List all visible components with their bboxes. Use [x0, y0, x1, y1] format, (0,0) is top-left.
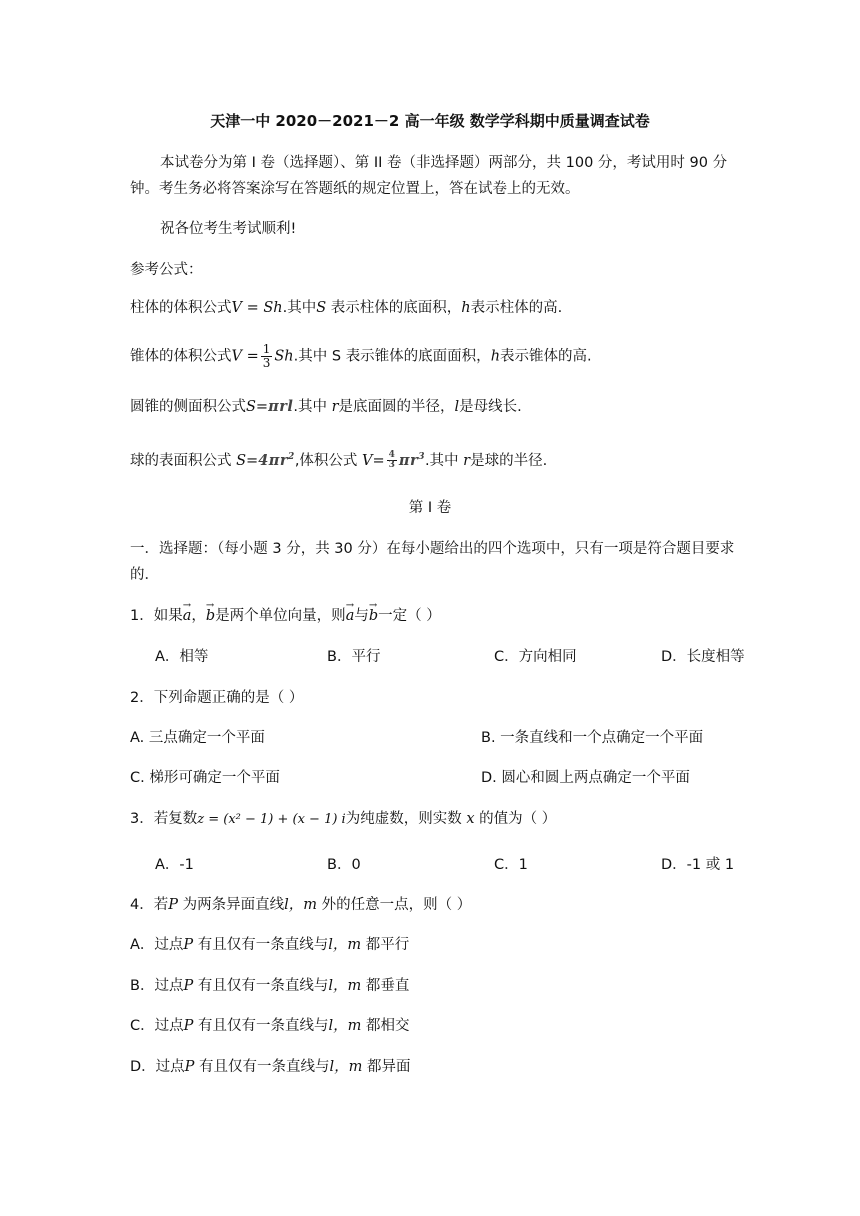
section-heading: 第 I 卷 [408, 500, 452, 516]
formula-variable: h [490, 348, 501, 365]
q1-option-a: A．相等 [155, 649, 209, 665]
question-text: 是两个单位向量，则 [215, 608, 346, 624]
q1-option-b: B．平行 [327, 649, 381, 665]
complex-number-formula: z = (x² − 1) + (x − 1) i [197, 812, 346, 827]
formula-text: 表示柱体的底面积， [330, 300, 462, 316]
exam-title: 天津一中 2020－2021－2 高一年级 数学学科期中质量调查试卷 [210, 112, 650, 130]
part1-instructions-line-2: 的． [130, 567, 159, 583]
option-text: 都异面 [367, 1059, 411, 1075]
formula-text: 是母线长. [459, 399, 522, 415]
q3-option-b: B．0 [327, 857, 361, 873]
wish-text: 祝各位考生考试顺利! [160, 221, 297, 237]
formula-text: 柱体的体积公式 [130, 300, 232, 316]
option-text: 有且仅有一条直线与 [198, 1018, 329, 1034]
point-p: P [183, 937, 194, 953]
option-text: 有且仅有一条直线与 [197, 937, 329, 953]
formula-variable: S [316, 300, 327, 316]
formula-variable: S= [246, 399, 269, 415]
formula-text: .其中 [282, 300, 317, 316]
q4-option-d [130, 1056, 411, 1078]
formula-variable: Sh [274, 348, 294, 365]
formula-text: .其中 S 表示锥体的底面面积， [293, 348, 491, 365]
formula-image: $\pi r^3$ [398, 451, 425, 469]
formula-text: 是底面圆的半径， [338, 399, 455, 415]
formula-text: 球的表面积公式 [130, 452, 232, 469]
formula-sphere [130, 446, 547, 472]
option-text: 都垂直 [365, 978, 410, 994]
part1-instructions-line-1: 一．选择题：（每小题 3 分，共 30 分）在每小题给出的四个选项中，只有一项是符合题目要求 [130, 541, 735, 557]
formula-variable: l [454, 399, 460, 415]
formula-image: πrl [268, 398, 294, 415]
formula-text: .其中 [293, 399, 327, 415]
q3-option-a: A．-1 [155, 857, 194, 873]
question-4-stem [130, 894, 471, 916]
question-text: 外的任意一点，则（ ） [321, 897, 472, 913]
fraction: $\frac{4}{3}$ [388, 450, 395, 471]
formula-variable: V= [362, 452, 385, 469]
question-2-stem: 2．下列命题正确的是（ ） [130, 690, 304, 706]
question-text: 的值为（ ） [479, 811, 557, 827]
formula-variable: r [463, 452, 471, 469]
formula-text: 表示柱体的高. [470, 300, 563, 316]
option-text: A．过点 [130, 937, 184, 953]
point-p: P [184, 1059, 195, 1075]
formula-variable: V = [231, 348, 259, 365]
line-names: l，m [328, 1018, 362, 1034]
point-p: P [183, 1018, 194, 1034]
vector-b: → b [369, 605, 378, 627]
question-text: 为两条异面直线 [182, 897, 285, 913]
formula-image: $4\pi r^2$ [258, 451, 295, 469]
question-text: 4．若 [130, 897, 169, 913]
formula-cone-lateral-area [130, 396, 522, 418]
formula-variable: S= [236, 452, 259, 469]
formula-text: ,体积公式 [294, 452, 358, 469]
option-text: D．过点 [130, 1059, 185, 1075]
q2-option-c: C. 梯形可确定一个平面 [130, 770, 280, 786]
formula-text: .其中 [424, 452, 459, 469]
formula-prism-volume [130, 297, 562, 319]
line-names: l，m [284, 897, 317, 913]
point-p: P [168, 897, 178, 913]
q2-option-b: B. 一条直线和一个点确定一个平面 [481, 730, 704, 746]
formula-expression: V = Sh [231, 300, 283, 316]
formula-image-text: πr [398, 451, 419, 469]
option-text: 有且仅有一条直线与 [197, 978, 329, 994]
formula-pyramid-volume [130, 343, 592, 370]
q3-option-d: D．-1 或 1 [661, 857, 735, 873]
question-text: 1．如果 [130, 608, 183, 624]
q2-option-a: A. 三点确定一个平面 [130, 730, 265, 746]
q2-option-d: D. 圆心和圆上两点确定一个平面 [481, 770, 690, 786]
fraction-numerator: 1 [262, 342, 271, 356]
question-3-stem [130, 808, 556, 831]
q1-option-d: D．长度相等 [661, 649, 745, 665]
formula-image-text: 4πr [258, 451, 289, 469]
formula-variable: r [331, 399, 339, 415]
option-text: 都平行 [365, 937, 410, 953]
question-text: 与 [354, 608, 369, 624]
q4-option-c [130, 1015, 410, 1037]
formula-text: 锥体的体积公式 [130, 348, 232, 365]
fraction [261, 343, 273, 370]
fraction-denominator: 3 [262, 356, 271, 370]
line-names: l，m [328, 937, 362, 953]
line-names: l，m [328, 978, 362, 994]
q4-option-a [130, 934, 409, 956]
q3-option-c: C．1 [494, 857, 528, 873]
q4-option-b [130, 975, 409, 997]
line-names: l，m [329, 1059, 363, 1075]
option-text: C．过点 [130, 1018, 184, 1034]
question-text: ， [191, 608, 206, 624]
reference-heading: 参考公式： [130, 262, 203, 278]
formula-text: 是球的半径. [470, 452, 548, 469]
question-text: 一定（ ） [378, 608, 441, 624]
option-text: 有且仅有一条直线与 [199, 1059, 330, 1075]
question-text: 3．若复数 [130, 811, 198, 827]
q1-option-c: C．方向相同 [494, 649, 577, 665]
vector-a: → a [346, 605, 355, 627]
point-p: P [183, 978, 194, 994]
question-1-stem [130, 605, 441, 627]
option-text: B．过点 [130, 978, 184, 994]
formula-variable: h [461, 300, 471, 316]
question-text: 为纯虚数，则实数 [345, 811, 462, 827]
option-text: 都相交 [366, 1018, 410, 1034]
vector-a: → a [183, 605, 192, 627]
intro-line-1: 本试卷分为第 I 卷（选择题）、第 II 卷（非选择题）两部分，共 100 分，考试用时 90 分 [160, 155, 728, 171]
formula-text: 圆锥的侧面积公式 [130, 399, 246, 415]
vector-b: → b [206, 605, 215, 627]
formula-text: 表示锥体的高. [500, 348, 592, 365]
intro-line-2: 钟。考生务必将答案涂写在答题纸的规定位置上，答在试卷上的无效。 [130, 181, 580, 197]
formula-variable: x [466, 811, 475, 827]
